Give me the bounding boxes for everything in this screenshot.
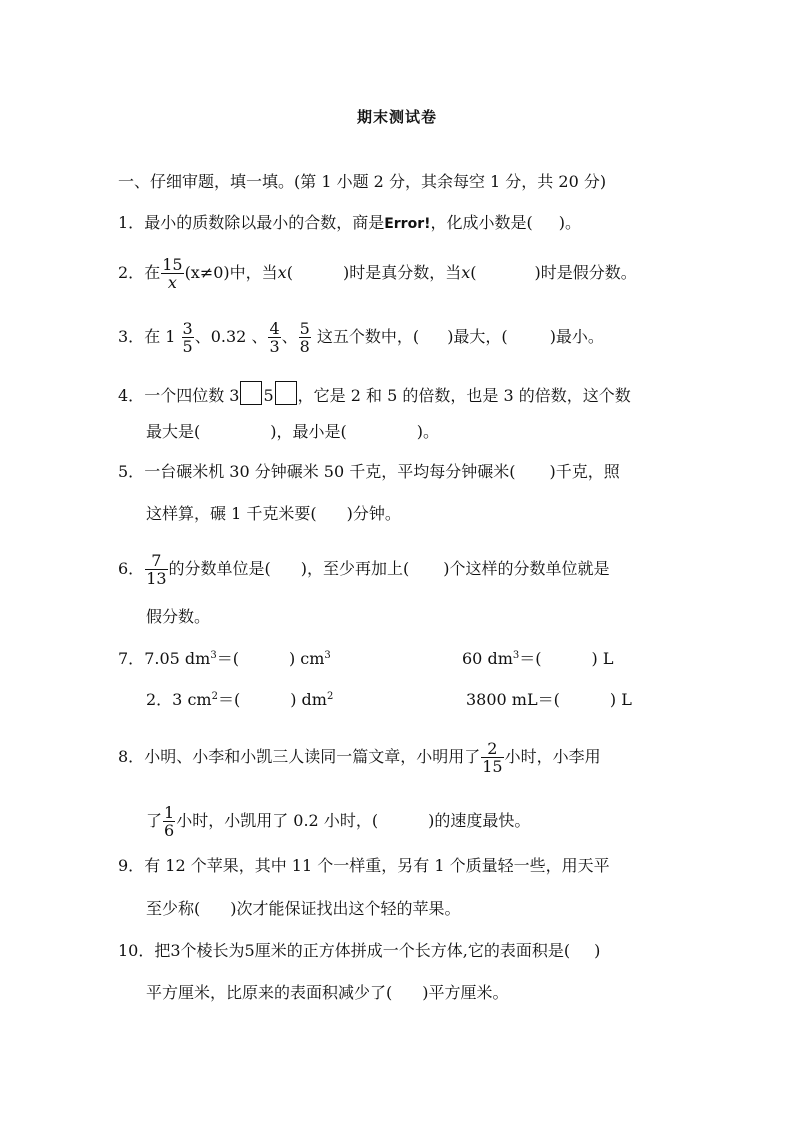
question-text: ) [594, 941, 601, 960]
question-text: 一个四位数 3 [144, 386, 240, 405]
question-text: 小明、小李和小凯三人读同一篇文章，小明用了 [144, 747, 481, 766]
question-text: 一台碾米机 30 分钟碾米 50 千克，平均每分钟碾米( [144, 462, 516, 481]
question-10 [118, 941, 600, 961]
digit-box [240, 381, 262, 405]
exponent: 3 [512, 650, 520, 661]
question-number: 3． [118, 327, 145, 346]
fraction: $\frac{4}{3}$ [269, 319, 280, 356]
question-text: 在 [144, 263, 161, 282]
question-text: ) L [609, 690, 632, 709]
digit-box [275, 381, 297, 405]
exponent: 3 [324, 650, 331, 661]
question-text: 、 [281, 327, 298, 346]
question-text: )千克，照 [549, 462, 620, 481]
question-text: )个这样的分数单位就是 [443, 559, 610, 578]
question-text: 这样算，碾 1 千克米要( [146, 504, 317, 523]
exponent: 2 [211, 691, 218, 702]
question-1 [118, 213, 581, 234]
exponent: 2 [326, 691, 334, 702]
question-text: ＝( [217, 690, 241, 709]
question-7-line-2b [466, 690, 632, 710]
question-text: ＝( [519, 649, 542, 668]
question-7-line-2 [146, 690, 333, 710]
question-6 [118, 552, 610, 587]
question-text: 最小的质数除以最小的合数，商是 [144, 213, 385, 232]
question-text: )时是假分数。 [534, 263, 637, 282]
question-text: )。 [558, 213, 581, 232]
page-title: 期末测试卷 [356, 108, 437, 126]
question-text: )最小。 [549, 327, 604, 346]
question-text: 在 1 [144, 327, 181, 346]
question-text: 了 [146, 811, 163, 830]
question-text: 这五个数中，( [311, 327, 420, 346]
question-5 [118, 462, 620, 482]
fraction: $\frac{1}{6}$ [164, 803, 175, 840]
question-9-cont [146, 899, 461, 919]
question-text: 7.05 dm [144, 649, 211, 668]
question-text: 最大是( [146, 422, 201, 441]
question-text: )时是真分数，当 [342, 263, 462, 282]
variable-x: x [277, 263, 287, 282]
question-text: ) dm [290, 690, 327, 709]
question-9 [118, 856, 610, 876]
question-text: )。 [416, 422, 439, 441]
question-text: (x≠0)中，当 [184, 263, 278, 282]
question-text: )次才能保证找出这个轻的苹果。 [230, 899, 461, 918]
question-8 [118, 740, 601, 775]
question-number: 1． [118, 213, 145, 232]
question-2 [118, 256, 637, 291]
question-text: )，最小是( [270, 422, 347, 441]
question-number: 10． [118, 941, 155, 960]
question-6-cont: 假分数。 [146, 607, 211, 626]
variable-x: x [461, 263, 471, 282]
question-7-line-1b [462, 649, 613, 669]
question-text: )最大，( [447, 327, 508, 346]
question-text: 、0.32 、 [194, 327, 268, 346]
question-text: 小时，小李用 [504, 747, 601, 766]
question-number: 2． [118, 263, 145, 282]
question-number: 6． [118, 559, 145, 578]
question-number: 7． [118, 649, 145, 668]
exponent: 3 [210, 650, 217, 661]
fraction: $\frac{15}{x}$ [162, 255, 183, 292]
question-10-cont [146, 983, 509, 1003]
question-text: 5 [263, 386, 274, 405]
question-text: 2．3 cm [146, 690, 212, 709]
question-text: 小时，小凯用了 0.2 小时，( [176, 811, 379, 830]
question-number: 9． [118, 856, 145, 875]
question-8-cont [146, 804, 530, 839]
question-number: 5． [118, 462, 145, 481]
question-text: 把3个棱长为5厘米的正方体拼成一个长方体,它的表面积是( [154, 941, 571, 960]
section-heading: 一、仔细审题，填一填。(第 1 小题 2 分，其余每空 1 分，共 20 分) [118, 172, 607, 191]
question-7-line-1 [118, 649, 331, 669]
question-text: ( [470, 263, 477, 282]
question-5-cont [146, 504, 401, 524]
question-text: 的分数单位是( [168, 559, 271, 578]
question-text: ) L [591, 649, 614, 668]
question-number: 4． [118, 386, 145, 405]
question-4 [118, 381, 631, 406]
question-3 [118, 320, 604, 355]
fraction: $\frac{3}{5}$ [182, 319, 193, 356]
question-text: )，至少再加上( [300, 559, 410, 578]
error-text: Error! [384, 216, 431, 232]
question-text: ) cm [288, 649, 325, 668]
question-text: 60 dm [462, 649, 513, 668]
question-text: 有 12 个苹果，其中 11 个一样重，另有 1 个质量轻一些，用天平 [144, 856, 610, 875]
question-text: )的速度最快。 [428, 811, 531, 830]
question-text: 平方厘米，比原来的表面积减少了( [146, 983, 393, 1002]
question-4-cont [146, 422, 439, 442]
question-text: ＝( [216, 649, 239, 668]
question-text: ( [286, 263, 293, 282]
fraction: $\frac{2}{15}$ [482, 739, 503, 776]
question-number: 8． [118, 747, 145, 766]
fraction: $\frac{7}{13}$ [146, 551, 167, 588]
fraction: $\frac{5}{8}$ [299, 319, 310, 356]
question-text: ，化成小数是( [430, 213, 533, 232]
question-text: ，它是 2 和 5 的倍数，也是 3 的倍数，这个数 [297, 386, 631, 405]
question-text: )平方厘米。 [422, 983, 509, 1002]
question-text: 3800 mL＝( [466, 690, 560, 709]
question-text: 至少称( [146, 899, 201, 918]
question-text: )分钟。 [346, 504, 401, 523]
